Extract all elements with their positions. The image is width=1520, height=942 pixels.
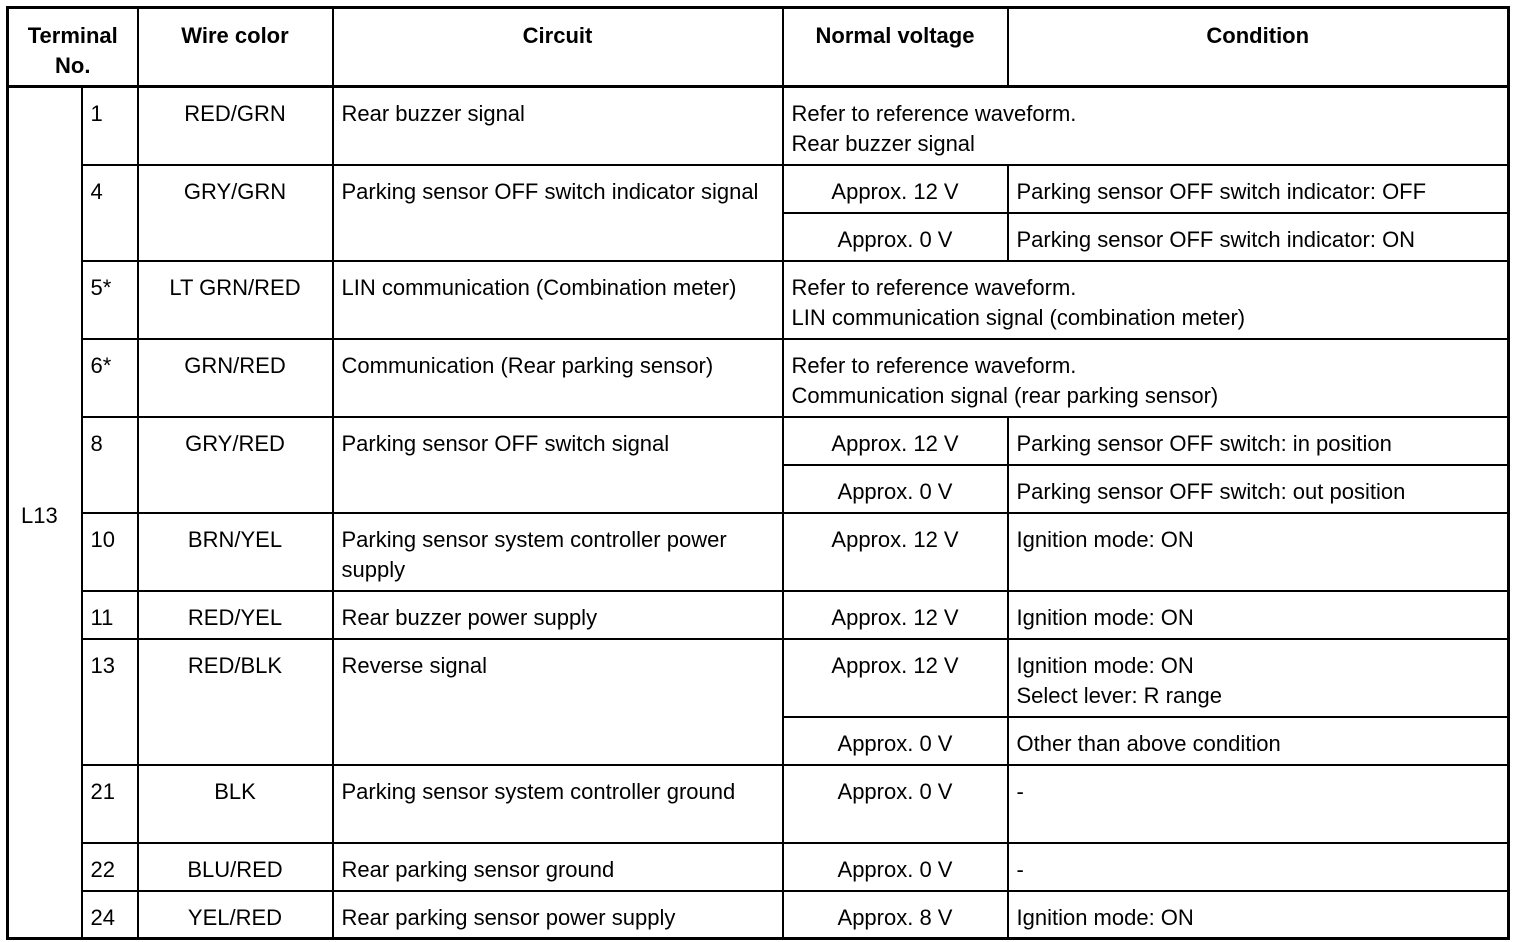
terminal-table xyxy=(6,6,1510,940)
terminal-cell: 5* xyxy=(82,261,138,339)
wire-color-cell: RED/YEL xyxy=(138,591,333,639)
table-row xyxy=(8,765,1509,843)
circuit-cell: LIN communication (Combination meter) xyxy=(333,261,783,339)
condition-cell: Parking sensor OFF switch indicator: ON xyxy=(1008,213,1509,261)
note-cell xyxy=(783,87,1509,165)
wire-color-cell: GRN/RED xyxy=(138,339,333,417)
note-cell xyxy=(783,261,1509,339)
terminal-cell: 11 xyxy=(82,591,138,639)
condition-cell: Ignition mode: ON xyxy=(1008,513,1509,591)
voltage-cell: Approx. 12 V xyxy=(783,165,1008,213)
table-row xyxy=(8,261,1509,339)
voltage-cell: Approx. 0 V xyxy=(783,765,1008,843)
terminal-cell: 13 xyxy=(82,639,138,765)
voltage-cell: Approx. 0 V xyxy=(783,465,1008,513)
wire-color-cell: RED/GRN xyxy=(138,87,333,165)
header-condition: Condition xyxy=(1008,8,1509,87)
voltage-cell: Approx. 0 V xyxy=(783,717,1008,765)
note-line: Communication signal (rear parking sensor) xyxy=(791,382,1219,408)
voltage-cell: Approx. 12 V xyxy=(783,639,1008,717)
table-row xyxy=(8,639,1509,717)
circuit-cell: Communication (Rear parking sensor) xyxy=(333,339,783,417)
wire-color-cell: BLK xyxy=(138,765,333,843)
note-line: Refer to reference waveform. xyxy=(791,352,1077,378)
circuit-cell: Rear parking sensor ground xyxy=(333,843,783,891)
condition-cell: Ignition mode: ON xyxy=(1008,591,1509,639)
table-row xyxy=(8,513,1509,591)
header-row xyxy=(8,8,1509,87)
terminal-cell: 4 xyxy=(82,165,138,261)
terminal-cell: 22 xyxy=(82,843,138,891)
circuit-cell: Parking sensor OFF switch signal xyxy=(333,417,783,513)
circuit-cell: Rear buzzer signal xyxy=(333,87,783,165)
circuit-cell: Parking sensor system controller ground xyxy=(333,765,783,843)
wire-color-cell: RED/BLK xyxy=(138,639,333,765)
wire-color-cell: LT GRN/RED xyxy=(138,261,333,339)
wire-color-cell: YEL/RED xyxy=(138,891,333,939)
voltage-cell: Approx. 0 V xyxy=(783,843,1008,891)
table-row xyxy=(8,417,1509,465)
condition-cell: - xyxy=(1008,843,1509,891)
voltage-cell: Approx. 12 V xyxy=(783,417,1008,465)
circuit-cell: Parking sensor OFF switch indicator signal xyxy=(333,165,783,261)
condition-cell: Other than above condition xyxy=(1008,717,1509,765)
voltage-cell: Approx. 12 V xyxy=(783,591,1008,639)
condition-cell: Ignition mode: ON xyxy=(1008,891,1509,939)
header-circuit: Circuit xyxy=(333,8,783,87)
circuit-cell: Rear parking sensor power supply xyxy=(333,891,783,939)
condition-cell: Parking sensor OFF switch: in position xyxy=(1008,417,1509,465)
table-row xyxy=(8,591,1509,639)
condition-cell: - xyxy=(1008,765,1509,843)
condition-cell: Parking sensor OFF switch: out position xyxy=(1008,465,1509,513)
wire-color-cell: GRY/RED xyxy=(138,417,333,513)
table-row xyxy=(8,339,1509,417)
table-row xyxy=(8,165,1509,213)
wire-color-cell: GRY/GRN xyxy=(138,165,333,261)
terminal-cell: 6* xyxy=(82,339,138,417)
table-row xyxy=(8,891,1509,939)
condition-cell: Parking sensor OFF switch indicator: OFF xyxy=(1008,165,1509,213)
note-line: Rear buzzer signal xyxy=(791,131,975,156)
terminal-cell: 1 xyxy=(82,87,138,165)
note-cell xyxy=(783,339,1509,417)
terminal-cell: 21 xyxy=(82,765,138,843)
note-line: Refer to reference waveform. xyxy=(791,274,1077,300)
terminal-cell: 10 xyxy=(82,513,138,591)
table-body xyxy=(8,87,1509,939)
table-row xyxy=(8,843,1509,891)
header-wire-color: Wire color xyxy=(138,8,333,87)
circuit-cell: Parking sensor system controller power supply xyxy=(333,513,783,591)
connector-cell: L13 xyxy=(8,87,82,939)
condition-cell xyxy=(1008,639,1509,717)
terminal-cell: 8 xyxy=(82,417,138,513)
voltage-cell: Approx. 8 V xyxy=(783,891,1008,939)
header-normal-voltage: Normal voltage xyxy=(783,8,1008,87)
header-terminal-no: Terminal No. xyxy=(8,8,138,87)
voltage-cell: Approx. 0 V xyxy=(783,213,1008,261)
voltage-cell: Approx. 12 V xyxy=(783,513,1008,591)
terminal-cell: 24 xyxy=(82,891,138,939)
wire-color-cell: BLU/RED xyxy=(138,843,333,891)
note-line: LIN communication signal (combination meter) xyxy=(791,304,1246,330)
circuit-cell: Rear buzzer power supply xyxy=(333,591,783,639)
condition-line: Ignition mode: ON xyxy=(1016,652,1194,678)
condition-line: Select lever: R range xyxy=(1016,682,1222,708)
table-row xyxy=(8,87,1509,165)
note-line: Refer to reference waveform. xyxy=(791,101,1077,126)
wire-color-cell: BRN/YEL xyxy=(138,513,333,591)
circuit-cell: Reverse signal xyxy=(333,639,783,765)
